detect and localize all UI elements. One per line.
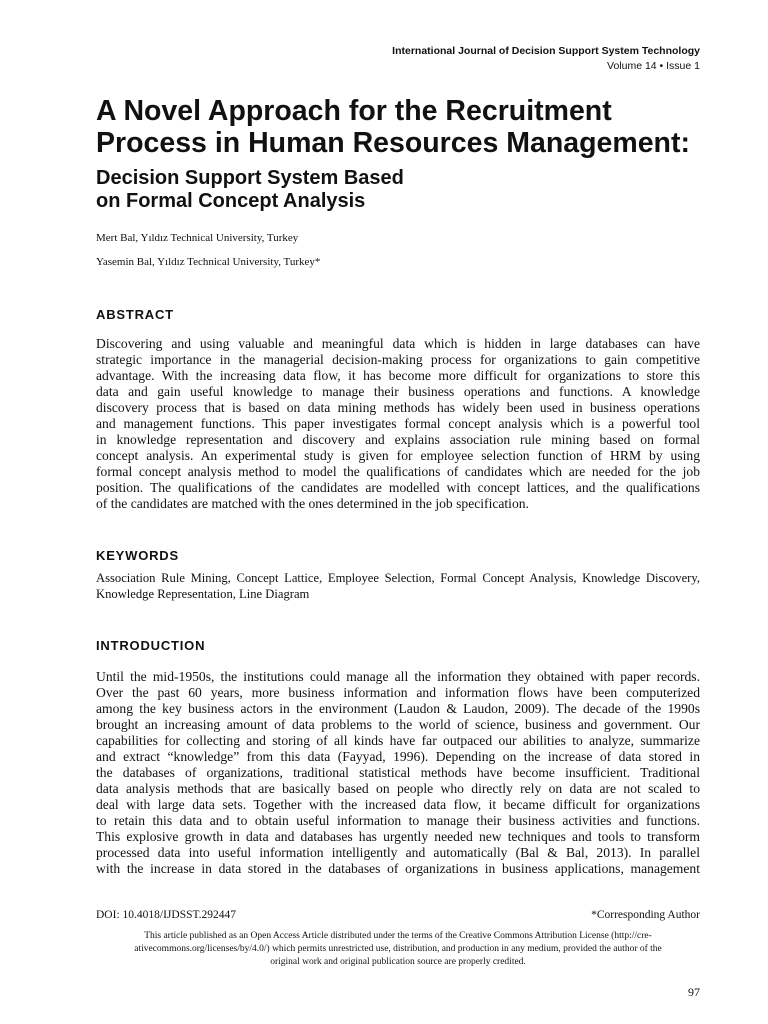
text-line: processed data into useful information intelligently and automatically (Bal & Bal, 2013). In parallel	[96, 845, 700, 860]
text-line: and extract “knowledge” from this data (Fayyad, 1996). Depending on the increase of data stored in	[96, 749, 700, 764]
paper-title	[96, 95, 736, 159]
text-line: Until the mid-1950s, the institutions could manage all the information they obtained with paper records.	[96, 669, 700, 684]
license-line: This article published as an Open Access Article distributed under the terms of the Creative Commons Attribution License (http://cre-	[144, 931, 652, 941]
text-line: deal with large data sets. Together with the increased data flow, it became difficult for organizations	[96, 797, 700, 812]
author: Mert Bal, Yıldız Technical University, Turkey	[96, 232, 299, 244]
text-line: advantage. With the increasing data flow, it has become more difficult for organizations to store this	[96, 368, 700, 383]
doi: DOI: 10.4018/IJDSST.292447	[96, 909, 237, 921]
text-line: Over the past 60 years, more business information and information flows have been computerized	[96, 685, 700, 700]
license-note	[96, 930, 700, 969]
keywords-heading: KEYWORDS	[96, 548, 179, 563]
text-line: concept analysis. An experimental study is given for employee selection function of HRM by using	[96, 448, 700, 463]
text-line: with the increase in data stored in the databases of organizations in business applications, management	[96, 861, 700, 876]
text-line: Discovering and using valuable and meaningful data which is hidden in large databases can have	[96, 336, 700, 351]
text-line: strategic importance in the managerial decision-making process for organizations to gain competitive	[96, 352, 700, 367]
journal-volume: Volume 14 • Issue 1	[607, 60, 700, 72]
text-line: of the candidates are matched with the ones determined in the job specification.	[96, 496, 529, 511]
text-line: capabilities for collecting and storing of all kinds have far outpaced our abilities to analyze, summarize	[96, 733, 700, 748]
title-line: Process in Human Resources Management:	[96, 127, 690, 159]
text-line: the databases of organizations, traditional statistical methods have become insufficient. Traditional	[96, 765, 700, 780]
corresponding-author-note: *Corresponding Author	[591, 909, 700, 921]
text-line: formal concept analysis method to model the qualifications of candidates which are needed for the job	[96, 464, 700, 479]
page-number: 97	[688, 985, 700, 999]
text-line: and management functions. This paper investigates formal concept analysis which is a powerful tool	[96, 416, 700, 431]
title-line: A Novel Approach for the Recruitment	[96, 95, 612, 127]
text-line: data and gain useful knowledge to manage their business operations and functions. A knowledge	[96, 384, 700, 399]
text-line: position. The qualifications of the candidates are modelled with concept lattices, and the qualifications	[96, 480, 700, 495]
journal-name: International Journal of Decision Support System Technology	[392, 45, 700, 57]
introduction-body	[96, 669, 700, 877]
text-line: to retain this data and to obtain useful information to manage their business activities and functions.	[96, 813, 700, 828]
paper-subtitle	[96, 167, 404, 213]
abstract-body	[96, 336, 700, 512]
introduction-heading: INTRODUCTION	[96, 638, 206, 653]
text-line: Association Rule Mining, Concept Lattice, Employee Selection, Formal Concept Analysis, Knowledge Discovery,	[96, 571, 700, 585]
license-line: original work and original publication source are properly credited.	[270, 957, 526, 967]
text-line: discovery process that is based on data mining methods has widely been used in business operations	[96, 400, 700, 415]
text-line: in knowledge representation and discovery and explains association rule mining based on formal	[96, 432, 700, 447]
text-line: among the key business actors in the environment (Laudon & Laudon, 2009). The decade of the 1990s	[96, 701, 700, 716]
license-line: ativecommons.org/licenses/by/4.0/) which permits unrestricted use, distribution, and production in any medium, provided the author of the	[134, 944, 662, 954]
text-line: brought an increasing amount of data problems to the world of science, business and government. Our	[96, 717, 700, 732]
text-line: Knowledge Representation, Line Diagram	[96, 587, 310, 601]
text-line: data analysis methods that are basically based on people who directly rely on data are not scaled to	[96, 781, 700, 796]
keywords-body	[96, 570, 700, 602]
text-line: This explosive growth in data and databases has urgently needed new techniques and tools to transform	[96, 829, 700, 844]
subtitle-line: Decision Support System Based	[96, 167, 404, 189]
subtitle-line: on Formal Concept Analysis	[96, 190, 366, 212]
abstract-heading: ABSTRACT	[96, 307, 174, 322]
author: Yasemin Bal, Yıldız Technical University, Turkey*	[96, 256, 321, 268]
